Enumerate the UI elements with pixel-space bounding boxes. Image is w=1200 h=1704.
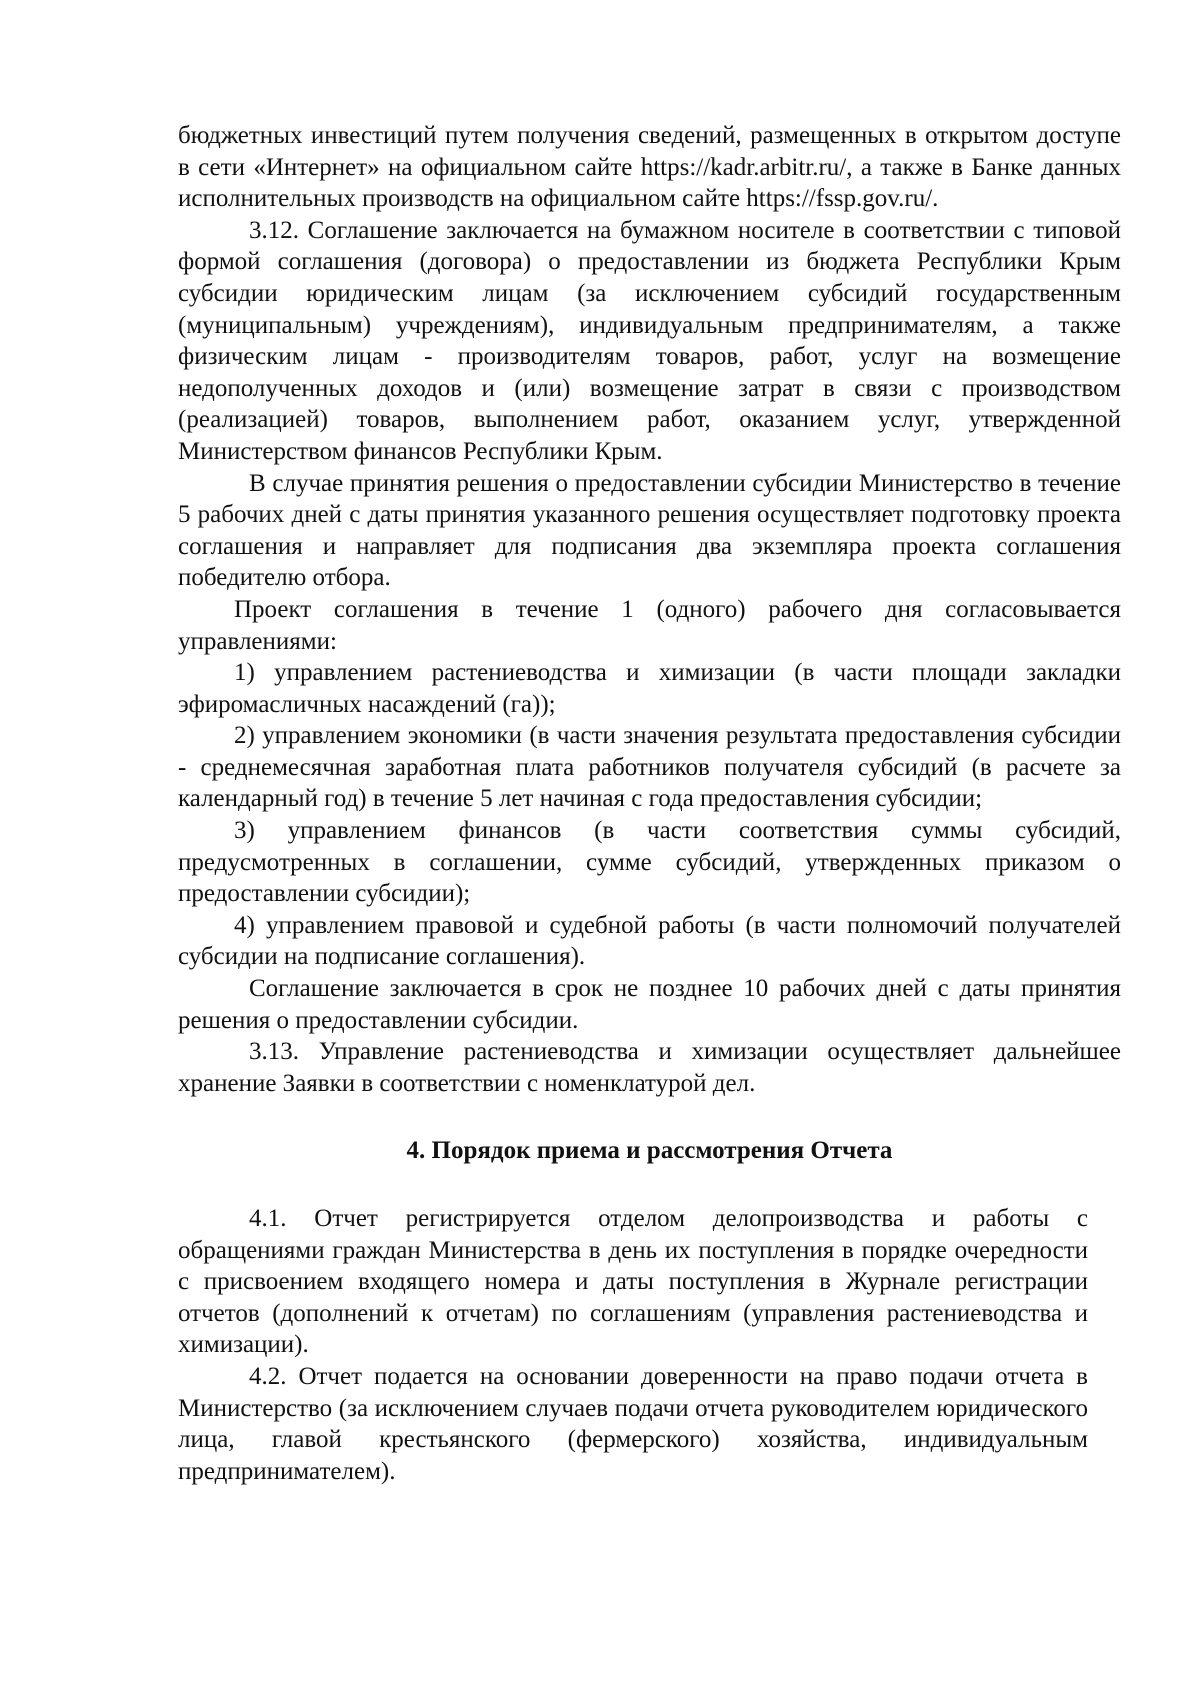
document-body bbox=[178, 120, 1121, 1487]
paragraph-4-2: 4.2. Отчет подается на основании доверенности на право подачи отчета в Министерство (за исключением случаев подачи отчета руководителем юридического лица, главой крестьянского (фермерского) хозяйства, индивидуальным предпринимателем). bbox=[178, 1362, 1088, 1485]
paragraph-4-1: 4.1. Отчет регистрируется отделом делопроизводства и работы с обращениями граждан Министерства в день их поступления в порядке очередности с присвоением входящего номера и даты поступления в Журнале регистрации отчетов (дополнений к отчетам) по соглашениям (управления растениеводства и химизации). bbox=[178, 1205, 1088, 1359]
paragraph-agreement-deadline: Соглашение заключается в срок не позднее 10 рабочих дней с даты принятия решения о предоставлении субсидии. bbox=[178, 975, 1121, 1034]
list-item-4: 4) управлением правовой и судебной работы (в части полномочий получателей субсидии на подписание соглашения). bbox=[178, 911, 1121, 971]
paragraph-3-12: 3.12. Соглашение заключается на бумажном носителе в соответствии с типовой формой соглашения (договора) о предоставлении из бюджета Республики Крым субсидии юридическим лицам (за исключением субсидий государственным (муниципальным) учреждениям), индивидуальным предпринимателям, а также физическим лицам - производителям товаров, работ, услуг на возмещение недополученных доходов и (или) возмещение затрат в связи с производством (реализацией) товаров, выполнением работ, оказанием услуг, утвержденной Министерством финансов Республики Крым. bbox=[178, 216, 1121, 465]
section-4-body bbox=[178, 1203, 1088, 1487]
paragraph-subsidy-decision: В случае принятия решения о предоставлении субсидии Министерство в течение 5 рабочих дней с даты принятия указанного решения осуществляет подготовку проекта соглашения и направляет для подписания два экземпляра проекта соглашения победителю отбора. bbox=[178, 469, 1121, 592]
list-item-3: 3) управлением финансов (в части соответствия суммы субсидий, предусмотренных в соглашении, сумме субсидий, утвержденных приказом о предоставлении субсидии); bbox=[178, 817, 1121, 908]
paragraph-approval-intro: Проект соглашения в течение 1 (одного) рабочего дня согласовывается управлениями: bbox=[178, 595, 1121, 655]
paragraph-investments-continuation: бюджетных инвестиций путем получения сведений, размещенных в открытом доступе в сети «Интернет» на официальном сайте https://kadr.arbitr.ru/, а также в Банке данных исполнительных производств на официальном сайте https://fssp.gov.ru/. bbox=[178, 122, 1121, 213]
section-heading: 4. Порядок приема и рассмотрения Отчета bbox=[406, 1137, 893, 1165]
list-item-1: 1) управлением растениеводства и химизации (в части площади закладки эфиромасличных насаждений (га)); bbox=[178, 659, 1121, 718]
paragraph-3-13: 3.13. Управление растениеводства и химизации осуществляет дальнейшее хранение Заявки в соответствии с номенклатурой дел. bbox=[178, 1038, 1121, 1097]
list-item-2: 2) управлением экономики (в части значения результата предоставления субсидии - среднемесячная заработная плата работников получателя субсидий (в расчете за календарный год) в течение 5 лет начиная с года предоставления субсидии; bbox=[178, 722, 1121, 813]
